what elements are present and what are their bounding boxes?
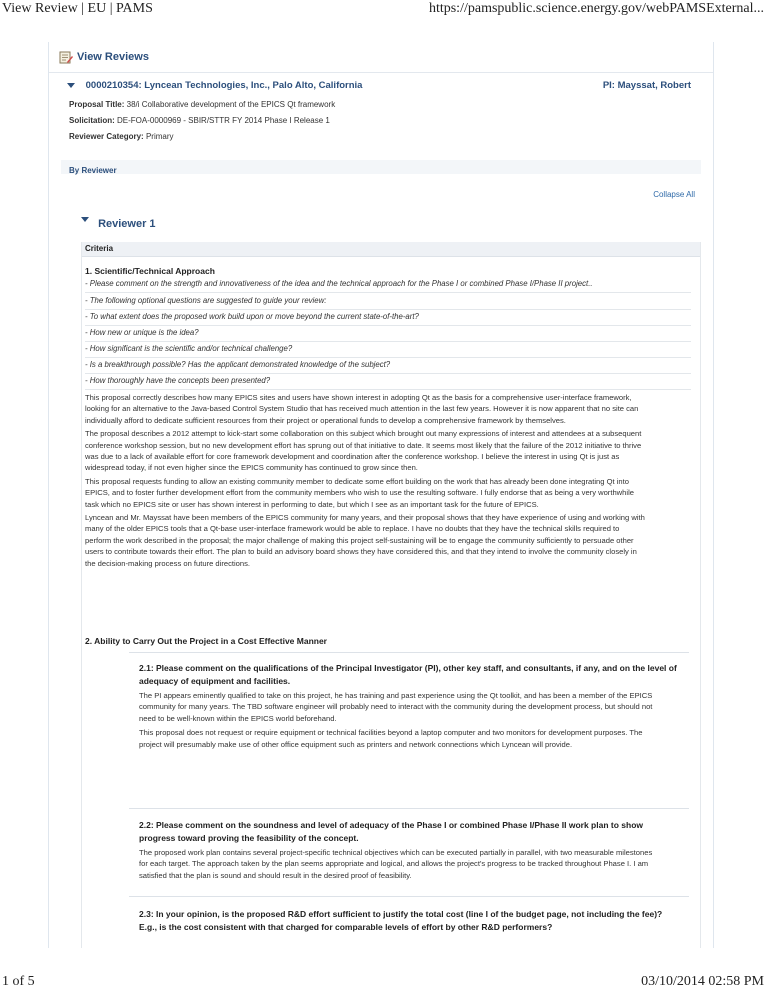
panel-header xyxy=(49,42,713,73)
print-footer xyxy=(0,972,768,994)
meta-label: Solicitation: xyxy=(69,116,115,125)
collapse-triangle-icon[interactable] xyxy=(81,217,89,222)
question-line: - How significant is the scientific and/or technical challenge? xyxy=(85,342,691,358)
question-line: - To what extent does the proposed work build upon or move beyond the current state-of-the-art? xyxy=(85,310,691,326)
proposal-row[interactable] xyxy=(67,80,701,96)
expand-triangle-icon[interactable] xyxy=(67,83,75,88)
question-line: - Please comment on the strength and innovativeness of the idea and the technical approach for the Phase I or combined Phase I/Phase II project.. xyxy=(85,277,691,293)
answer-paragraph: This proposal does not request or require equipment or technical facilities beyond a laptop computer and two monitors for development purposes. The project will presumably make use of other office equipment such as printers and network connections which Lyncean will provide. xyxy=(139,728,643,749)
print-datetime: 03/10/2014 02:58 PM xyxy=(641,974,764,989)
print-header xyxy=(0,0,768,22)
divider xyxy=(129,808,689,809)
subcriterion-2-2-title: 2.2: Please comment on the soundness and level of adequacy of the Phase I or combined Phase I/Phase II work plan to show progress toward proving the feasibility of the concept. xyxy=(139,820,643,843)
reviewer-header[interactable] xyxy=(81,218,156,230)
subcriterion-2-2-answer xyxy=(139,847,659,884)
question-line: - How thoroughly have the concepts been presented? xyxy=(85,374,691,390)
meta-proposal-title xyxy=(69,100,335,109)
answer-paragraph: The proposal describes a 2012 attempt to kick-start some collaboration on this subject which brought out many expressions of interest and attendees at a subsequent conference workshop session, but no new development effort has sprung out of that initiative to date. It seems most likely that the failure of the 2012 initiative to thrive was due to a lack of available effort for core framework development and coordination after the conference workshop. I believe the interest in using Qt is just as widespread today, if not even higher since the EPICS community has continued to grow since then. xyxy=(85,429,642,473)
subcriterion-2-1-answer xyxy=(139,690,659,753)
answer-paragraph: This proposal correctly describes how many EPICS sites and users have shown interest in adopting Qt as the basis for a comprehensive user-interface framework, looking for an alternative to the Java-based Control System Studio that has received much attention in the last few years. However it is now apparent that no site can individually afford to dedicate sufficient resources from their project or operational funds to develop a comprehensive framework by themselves. xyxy=(85,393,639,425)
reviews-panel xyxy=(48,42,714,948)
meta-reviewer-category xyxy=(69,132,174,141)
meta-label: Reviewer Category: xyxy=(69,132,144,141)
answer-paragraph: The proposed work plan contains several project-specific technical objectives which can be executed partially in parallel, with two measurable milestones for each target. The approach taken by the plan seems appropriate and logical, and allows the project's progress to be tracked throughout Phase I. I am satisfied that the plan is sound and should result in the desired proof of feasibility. xyxy=(139,848,653,880)
divider xyxy=(129,896,689,897)
panel-title: View Reviews xyxy=(77,51,149,63)
subcriterion-2-1-title: 2.1: Please comment on the qualifications of the Principal Investigator (PI), other key staff, and consultants, if any, and on the level of adequacy of equipment and facilities. xyxy=(139,663,677,686)
criterion-2-title: 2. Ability to Carry Out the Project in a Cost Effective Manner xyxy=(85,636,327,646)
proposal-id: 0000210354: Lyncean Technologies, Inc., Palo Alto, California xyxy=(85,80,363,91)
meta-value: Primary xyxy=(145,132,174,141)
answer-paragraph: Lyncean and Mr. Mayssat have been members of the EPICS community for many years, and their proposal shows that they have experience of using and working with many of the older EPICS tools that a Qt-base user-interface framework would be able to replace. I have no doubts that they have the technical skills required to perform the work described in the proposal; the major challenge of making this project self-sustaining will be to engage the community sufficiently to persuade other users to contribute towards their effort. The plan to build an advisory board shows they have considered this, and that they intend to involve the community closely in the decision-making process on future directions. xyxy=(85,513,645,568)
pi-name: PI: Mayssat, Robert xyxy=(602,80,691,91)
document-edit-icon xyxy=(59,51,73,64)
subcriterion-2-3-title: 2.3: In your opinion, is the proposed R&D effort sufficient to justify the total cost (line I of the budget page, not including the fee)? E.g., is the cost consistent with that charged for comparable levels of effort by other R&D performers? xyxy=(139,909,663,932)
divider xyxy=(129,652,689,653)
criterion-1-title: 1. Scientific/Technical Approach xyxy=(85,266,215,276)
page-number: 1 of 5 xyxy=(2,974,35,989)
answer-paragraph: The PI appears eminently qualified to take on this project, he has training and past experience using the Qt toolkit, and has been a member of the EPICS community for many years. The TBD software engineer will probably need to interact with the community during the development process, but should not need to be well-known within the EPICS world beforehand. xyxy=(139,691,653,723)
meta-value: 38/i Collaborative development of the EPICS Qt framework xyxy=(126,100,336,109)
question-line: - The following optional questions are suggested to guide your review: xyxy=(85,294,691,310)
meta-label: Proposal Title: xyxy=(69,100,125,109)
criteria-header: Criteria xyxy=(82,242,700,257)
collapse-all-link[interactable]: Collapse All xyxy=(653,190,695,199)
by-reviewer-label: By Reviewer xyxy=(69,166,117,175)
meta-value: DE-FOA-0000969 - SBIR/STTR FY 2014 Phase I Release 1 xyxy=(117,116,330,125)
print-header-title: View Review | EU | PAMS xyxy=(2,1,153,16)
meta-solicitation xyxy=(69,116,330,125)
print-header-url: https://pamspublic.science.energy.gov/webPAMSExternal... xyxy=(428,1,764,16)
answer-paragraph: This proposal requests funding to allow an existing community member to dedicate some effort building on the work that has already been done integrating Qt into EPICS, and to foster further development effort from the community members who wish to use the resulting software. I fully endorse that as being a very worthwhile task which no EPICS site or user has shown interest in performing to date, but which I see as an important task for the future of EPICS. xyxy=(85,476,634,509)
reviewer-title: Reviewer 1 xyxy=(98,218,156,230)
question-line: - Is a breakthrough possible? Has the applicant demonstrated knowledge of the subject? xyxy=(85,358,691,374)
question-line: - How new or unique is the idea? xyxy=(85,326,691,342)
by-reviewer-band xyxy=(61,160,701,174)
criterion-1-answer xyxy=(85,392,645,571)
